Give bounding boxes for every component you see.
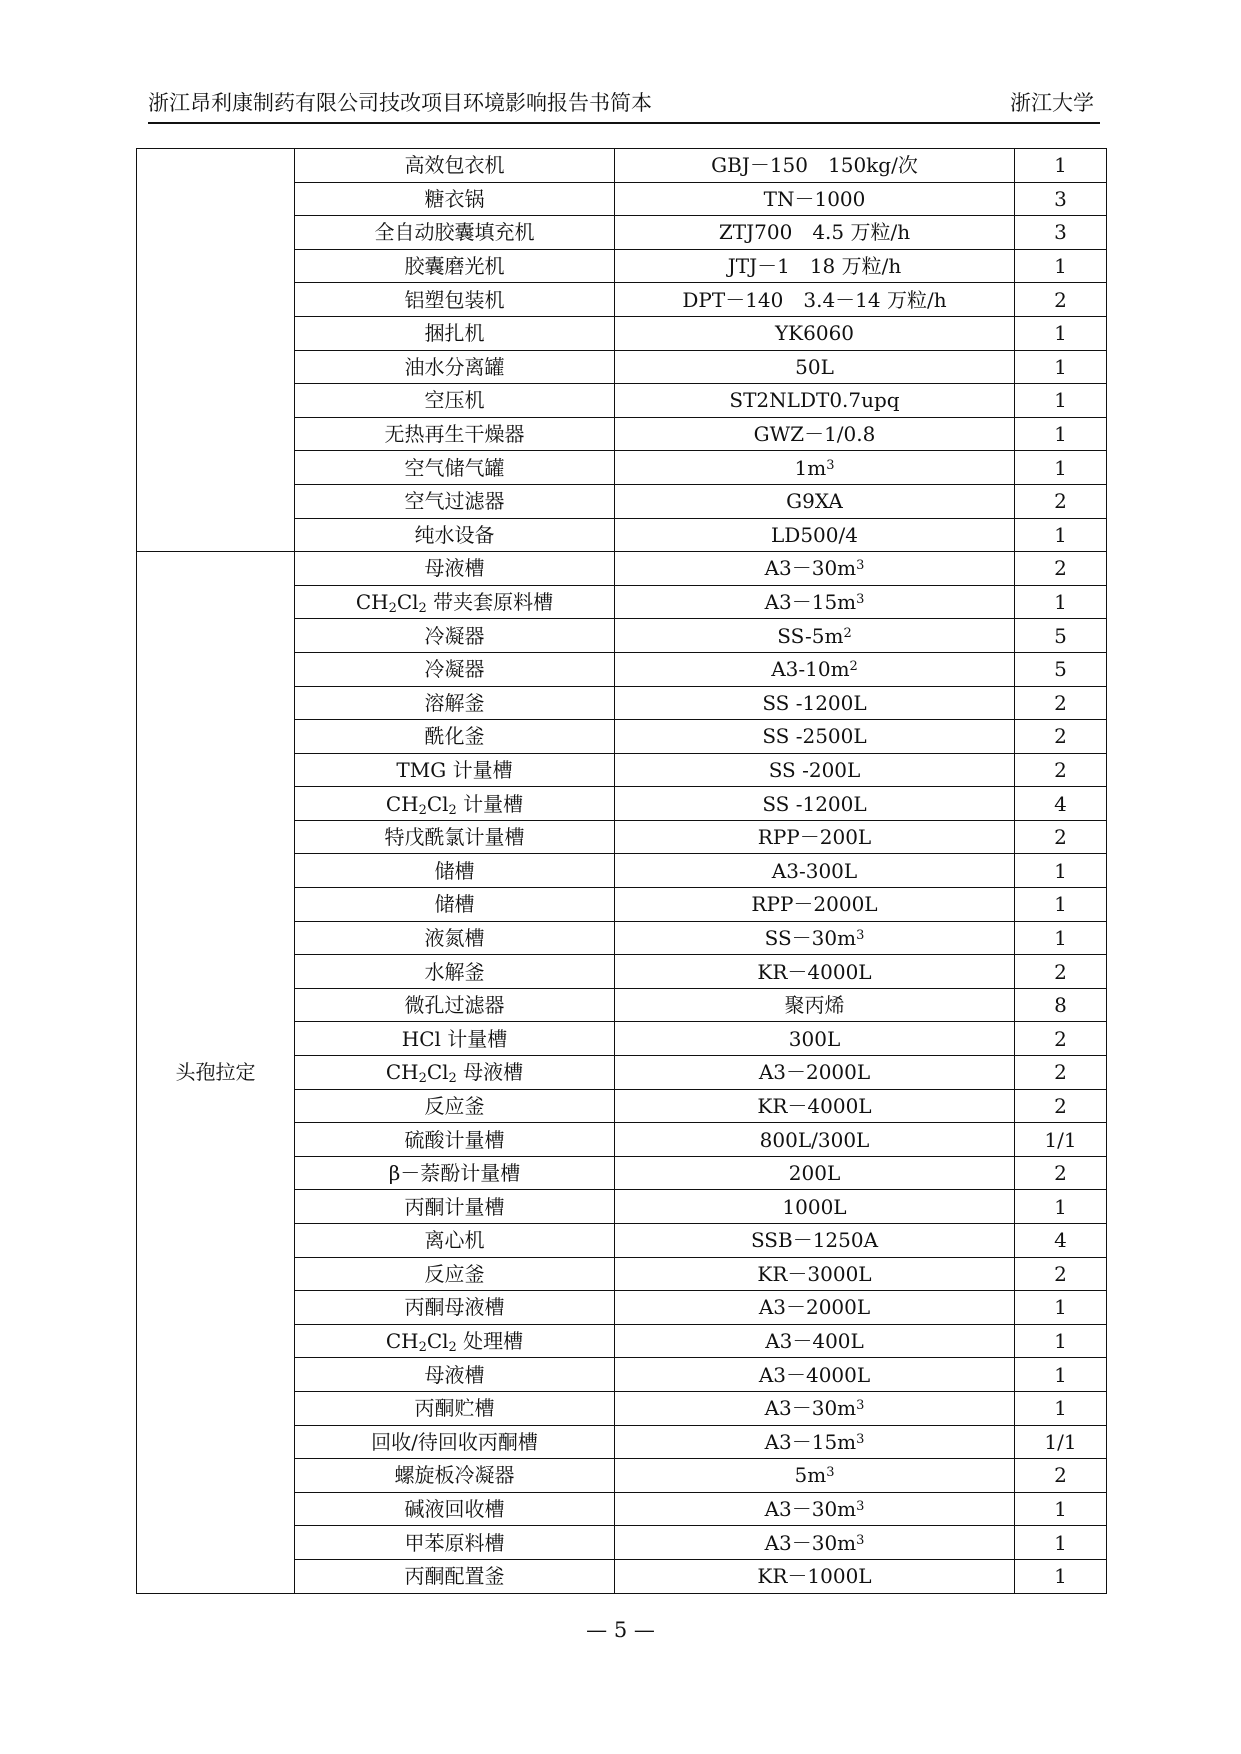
equipment-name-cell: 丙酮配置釜: [295, 1559, 615, 1593]
equipment-name-cell: 空气过滤器: [295, 484, 615, 518]
equipment-name-cell: $CH_2Cl_2$ 带夹套原料槽: [295, 585, 615, 619]
equipment-spec-cell: KR－3000L: [615, 1257, 1015, 1291]
equipment-name-cell: 水解釜: [295, 955, 615, 989]
equipment-quantity-cell: 5: [1015, 652, 1107, 686]
equipment-spec-cell: $5m^3$: [615, 1459, 1015, 1493]
equipment-spec-cell: DPT－140 3.4－14 万粒/h: [615, 283, 1015, 317]
equipment-spec-cell: RPP－200L: [615, 820, 1015, 854]
equipment-quantity-cell: 1: [1015, 1391, 1107, 1425]
equipment-name-cell: 空气储气罐: [295, 451, 615, 485]
equipment-quantity-cell: 2: [1015, 720, 1107, 754]
equipment-spec-cell: $A3-10m^2$: [615, 652, 1015, 686]
equipment-name-cell: $CH_2Cl_2$ 母液槽: [295, 1056, 615, 1090]
equipment-spec-cell: SS -2500L: [615, 720, 1015, 754]
equipment-spec-cell: RPP－2000L: [615, 888, 1015, 922]
equipment-spec-cell: $SS-30m^3$: [615, 921, 1015, 955]
equipment-name-cell: 无热再生干燥器: [295, 417, 615, 451]
equipment-quantity-cell: 1: [1015, 451, 1107, 485]
equipment-spec-cell: LD500/4: [615, 518, 1015, 552]
equipment-name-cell: 捆扎机: [295, 316, 615, 350]
equipment-name-cell: 甲苯原料槽: [295, 1526, 615, 1560]
equipment-quantity-cell: 1: [1015, 1291, 1107, 1325]
equipment-quantity-cell: 1/1: [1015, 1123, 1107, 1157]
equipment-spec-cell: SS -1200L: [615, 686, 1015, 720]
document-title: 浙江昂利康制药有限公司技改项目环境影响报告书简本: [148, 91, 652, 115]
equipment-name-cell: $CH_2Cl_2$ 计量槽: [295, 787, 615, 821]
equipment-spec-cell: 50L: [615, 350, 1015, 384]
equipment-table-body: [137, 149, 1107, 1594]
equipment-spec-cell: 1000L: [615, 1190, 1015, 1224]
equipment-quantity-cell: 2: [1015, 552, 1107, 586]
equipment-spec-cell: $A3-15m^3$: [615, 585, 1015, 619]
equipment-spec-cell: $1m^3$: [615, 451, 1015, 485]
equipment-quantity-cell: 2: [1015, 484, 1107, 518]
equipment-quantity-cell: 1: [1015, 921, 1107, 955]
equipment-quantity-cell: 1: [1015, 1559, 1107, 1593]
equipment-spec-cell: A3－4000L: [615, 1358, 1015, 1392]
equipment-name-cell: 特戊酰氯计量槽: [295, 820, 615, 854]
equipment-quantity-cell: 2: [1015, 1257, 1107, 1291]
equipment-name-cell: 反应釜: [295, 1257, 615, 1291]
equipment-quantity-cell: 1: [1015, 1358, 1107, 1392]
equipment-name-cell: $CH_2Cl_2$ 处理槽: [295, 1324, 615, 1358]
equipment-name-cell: 铝塑包装机: [295, 283, 615, 317]
equipment-spec-cell: GBJ－150 150kg/次: [615, 149, 1015, 183]
equipment-quantity-cell: 3: [1015, 182, 1107, 216]
product-group-cell: [137, 149, 295, 552]
product-group-cell: 头孢拉定: [137, 552, 295, 1593]
equipment-spec-cell: A3-300L: [615, 854, 1015, 888]
equipment-name-cell: 母液槽: [295, 552, 615, 586]
equipment-name-cell: β－萘酚计量槽: [295, 1156, 615, 1190]
equipment-spec-cell: KR－4000L: [615, 955, 1015, 989]
equipment-name-cell: 溶解釜: [295, 686, 615, 720]
equipment-spec-cell: JTJ－1 18 万粒/h: [615, 249, 1015, 283]
equipment-name-cell: 冷凝器: [295, 619, 615, 653]
equipment-spec-cell: SS -200L: [615, 753, 1015, 787]
equipment-quantity-cell: 2: [1015, 753, 1107, 787]
equipment-spec-cell: ST2NLDT0.7upq: [615, 384, 1015, 418]
equipment-quantity-cell: 1/1: [1015, 1425, 1107, 1459]
equipment-quantity-cell: 8: [1015, 988, 1107, 1022]
equipment-quantity-cell: 2: [1015, 1089, 1107, 1123]
equipment-spec-cell: A3－2000L: [615, 1056, 1015, 1090]
equipment-name-cell: HCl 计量槽: [295, 1022, 615, 1056]
equipment-name-cell: 液氮槽: [295, 921, 615, 955]
equipment-name-cell: 离心机: [295, 1224, 615, 1258]
equipment-quantity-cell: 1: [1015, 854, 1107, 888]
equipment-quantity-cell: 2: [1015, 283, 1107, 317]
equipment-quantity-cell: 2: [1015, 1056, 1107, 1090]
equipment-spec-cell: $A3-30m^3$: [615, 1391, 1015, 1425]
equipment-name-cell: 全自动胶囊填充机: [295, 216, 615, 250]
equipment-quantity-cell: 1: [1015, 585, 1107, 619]
equipment-quantity-cell: 2: [1015, 820, 1107, 854]
equipment-quantity-cell: 2: [1015, 955, 1107, 989]
equipment-name-cell: 酰化釜: [295, 720, 615, 754]
equipment-quantity-cell: 1: [1015, 1492, 1107, 1526]
equipment-quantity-cell: 1: [1015, 350, 1107, 384]
equipment-table: [136, 148, 1107, 1594]
equipment-quantity-cell: 4: [1015, 1224, 1107, 1258]
equipment-quantity-cell: 1: [1015, 1526, 1107, 1560]
equipment-name-cell: 储槽: [295, 888, 615, 922]
equipment-spec-cell: $A3-15m^3$: [615, 1425, 1015, 1459]
equipment-spec-cell: $SS-5m^2$: [615, 619, 1015, 653]
equipment-quantity-cell: 1: [1015, 417, 1107, 451]
equipment-quantity-cell: 4: [1015, 787, 1107, 821]
equipment-quantity-cell: 1: [1015, 1190, 1107, 1224]
equipment-name-cell: 胶囊磨光机: [295, 249, 615, 283]
equipment-name-cell: 螺旋板冷凝器: [295, 1459, 615, 1493]
equipment-quantity-cell: 3: [1015, 216, 1107, 250]
equipment-spec-cell: $A3-30m^3$: [615, 1526, 1015, 1560]
equipment-quantity-cell: 1: [1015, 384, 1107, 418]
equipment-name-cell: 硫酸计量槽: [295, 1123, 615, 1157]
equipment-name-cell: 母液槽: [295, 1358, 615, 1392]
equipment-quantity-cell: 1: [1015, 249, 1107, 283]
page-number: — 5 —: [586, 1618, 655, 1642]
equipment-spec-cell: ZTJ700 4.5 万粒/h: [615, 216, 1015, 250]
equipment-name-cell: 丙酮母液槽: [295, 1291, 615, 1325]
equipment-spec-cell: G9XA: [615, 484, 1015, 518]
equipment-spec-cell: $A3-30m^3$: [615, 552, 1015, 586]
equipment-quantity-cell: 1: [1015, 888, 1107, 922]
page-header: [148, 86, 1100, 124]
equipment-name-cell: 储槽: [295, 854, 615, 888]
equipment-quantity-cell: 1: [1015, 518, 1107, 552]
equipment-spec-cell: YK6060: [615, 316, 1015, 350]
equipment-name-cell: 纯水设备: [295, 518, 615, 552]
organization-name: 浙江大学: [1010, 91, 1094, 115]
equipment-spec-cell: $A3-30m^3$: [615, 1492, 1015, 1526]
equipment-name-cell: 糖衣锅: [295, 182, 615, 216]
equipment-quantity-cell: 2: [1015, 686, 1107, 720]
table-row: [137, 552, 1107, 586]
equipment-spec-cell: 300L: [615, 1022, 1015, 1056]
equipment-name-cell: 丙酮贮槽: [295, 1391, 615, 1425]
equipment-quantity-cell: 2: [1015, 1156, 1107, 1190]
equipment-name-cell: 空压机: [295, 384, 615, 418]
table-row: [137, 149, 1107, 183]
equipment-name-cell: 油水分离罐: [295, 350, 615, 384]
equipment-spec-cell: KR－4000L: [615, 1089, 1015, 1123]
equipment-quantity-cell: 1: [1015, 1324, 1107, 1358]
equipment-quantity-cell: 1: [1015, 149, 1107, 183]
equipment-name-cell: 冷凝器: [295, 652, 615, 686]
equipment-name-cell: 高效包衣机: [295, 149, 615, 183]
equipment-name-cell: 微孔过滤器: [295, 988, 615, 1022]
equipment-quantity-cell: 1: [1015, 316, 1107, 350]
equipment-quantity-cell: 5: [1015, 619, 1107, 653]
equipment-quantity-cell: 2: [1015, 1459, 1107, 1493]
equipment-spec-cell: SS -1200L: [615, 787, 1015, 821]
equipment-spec-cell: 200L: [615, 1156, 1015, 1190]
equipment-name-cell: 丙酮计量槽: [295, 1190, 615, 1224]
equipment-name-cell: TMG 计量槽: [295, 753, 615, 787]
equipment-spec-cell: 聚丙烯: [615, 988, 1015, 1022]
equipment-spec-cell: GWZ－1/0.8: [615, 417, 1015, 451]
equipment-spec-cell: A3－400L: [615, 1324, 1015, 1358]
equipment-name-cell: 回收/待回收丙酮槽: [295, 1425, 615, 1459]
equipment-name-cell: 碱液回收槽: [295, 1492, 615, 1526]
equipment-spec-cell: KR－1000L: [615, 1559, 1015, 1593]
equipment-spec-cell: A3－2000L: [615, 1291, 1015, 1325]
equipment-spec-cell: 800L/300L: [615, 1123, 1015, 1157]
equipment-quantity-cell: 2: [1015, 1022, 1107, 1056]
equipment-spec-cell: TN－1000: [615, 182, 1015, 216]
equipment-name-cell: 反应釜: [295, 1089, 615, 1123]
equipment-spec-cell: SSB－1250A: [615, 1224, 1015, 1258]
